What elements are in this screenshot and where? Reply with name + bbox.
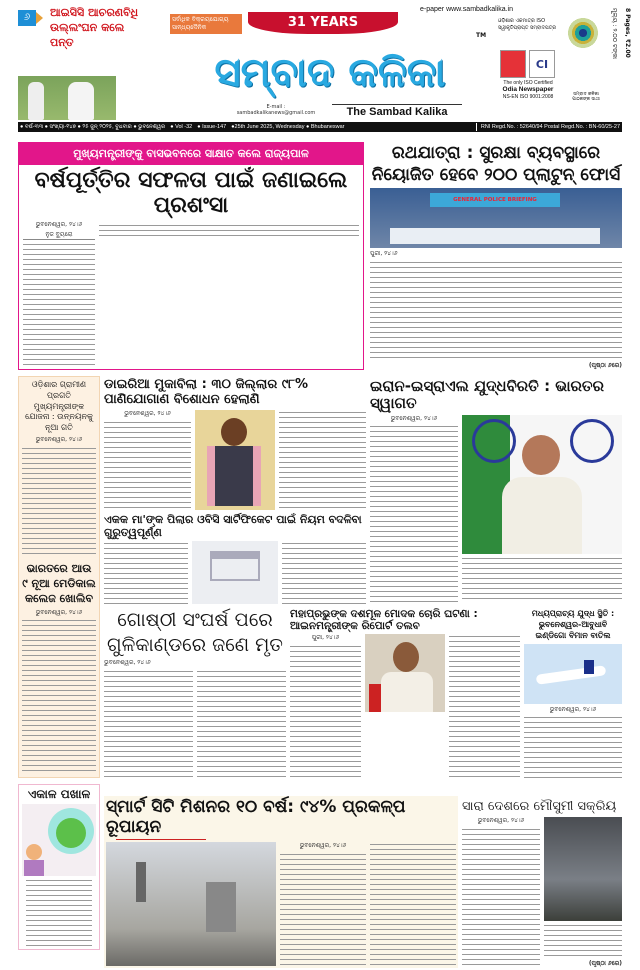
email-label: E-mail : xyxy=(266,104,286,110)
cartoon-box xyxy=(18,784,100,950)
anniversary-ribbon: 31 YEARS xyxy=(248,12,398,34)
arrow-icon xyxy=(36,12,43,24)
smartcity-body-col1 xyxy=(280,852,366,966)
lead-story[interactable] xyxy=(18,142,364,370)
trademark: TM xyxy=(476,32,487,39)
flight-story[interactable] xyxy=(524,608,622,780)
logo-english: The Sambad Kalika xyxy=(332,104,462,118)
lead-body-col1 xyxy=(23,242,95,365)
rath-continued: (ପୃଷ୍ଠା ୬ରେ) xyxy=(588,362,622,370)
peacock-caption: ସମ୍ବାଦ କଳିକା ପାଠକଙ୍କ ସାଥୀ xyxy=(572,92,600,103)
lead-kicker: ମୁଖ୍ୟମନ୍ତ୍ରୀଙ୍କୁ ବାସଭବନରେ ସାକ୍ଷାତ କଲେ ରାଜ୍ୟପାଳ xyxy=(19,143,363,165)
clash-headline[interactable]: ଗୋଷ୍ଠୀ ସଂଘର୍ଷ ପରେ ଗୁଳିକାଣ୍ଡରେ ଜଣେ ମୃତ xyxy=(107,609,283,656)
smartcity-dateline: ଭୁବନେଶ୍ୱର, ୨୪।୬ xyxy=(299,842,347,850)
monsoon-headline[interactable]: ସାରା ଦେଶରେ ମୌସୁମୀ ସକ୍ରିୟ xyxy=(462,799,617,814)
iran-body-bottom xyxy=(462,556,622,602)
lead-body-bottom xyxy=(99,223,359,237)
side2-headline[interactable]: ଭାରତରେ ଆଉ ୯ ନୂଆ ମେଡିକାଲ କଲେଜ ଖୋଲିବ xyxy=(22,561,96,605)
left-sidebar xyxy=(18,376,100,778)
divider xyxy=(116,839,206,840)
epaper-link[interactable]: e-paper www.sambadkalika.in xyxy=(420,6,513,13)
smartcity-headline[interactable]: ସ୍ମାର୍ଟ ସିଟି ମିଶନର ୧୦ ବର୍ଷ: ୯୪% ପ୍ରକଳ୍ପ ରୂପାୟନ xyxy=(106,797,406,837)
clash-dateline: ଭୁବନେଶ୍ୱର, ୨୪।୬ xyxy=(104,659,151,667)
diarrhoea-story[interactable] xyxy=(104,378,366,510)
diarrhoea-body-col3 xyxy=(279,410,366,510)
iran-dateline: ଭୁବନେଶ୍ୱର, ୨୪।୬ xyxy=(390,414,438,422)
diarrhoea-dateline: ଭୁବନେଶ୍ୱର, ୨୪।୬ xyxy=(124,409,171,417)
smartcity-photo-skyline[interactable] xyxy=(106,842,276,966)
iran-headline[interactable]: ଇରାନ-ଇସ୍ରାଏଲ ଯୁଦ୍ଧବିରତି : ଭାରତର ସ୍ୱାଗତ xyxy=(370,377,604,413)
teaser-text[interactable]: ଆଇସିସି ଆଚରଣବିଧି ଉଲ୍ଲଂଘନ କଲେ ପନ୍ତ xyxy=(50,6,139,49)
diarrhoea-body-col1 xyxy=(104,420,191,510)
cartoon-earth-virus[interactable] xyxy=(22,804,96,876)
teaser-page-badge[interactable]: ୬ xyxy=(18,10,36,26)
dateline-bar xyxy=(18,122,622,132)
clash-story[interactable] xyxy=(104,608,286,780)
modak-dateline: ପୁରୀ, ୨୪।୬ xyxy=(311,634,340,642)
flight-photo-indigo-plane[interactable] xyxy=(524,644,622,704)
iso-badge-ci: CI xyxy=(529,50,555,78)
lead-bureau: ନୁଜ ବ୍ୟୁରୋ xyxy=(23,231,95,240)
modak-body-col3 xyxy=(449,634,520,780)
lead-headline[interactable]: ବର୍ଷପୂର୍ତ୍ତିର ସଫଳତା ପାଇଁ ଜଣାଇଲେ ପ୍ରଶଂସା xyxy=(34,167,348,219)
volume: ● Vol -32 xyxy=(170,124,193,130)
odia-date: ● ବର୍ଷ-୩୩ ● ସଂଖ୍ୟା-୧୪୭ ● ୨୫ ଜୁନ୍ ୨୦୨୫, ବୁଧବାର ● ଭୁବନେଶ୍ୱର xyxy=(20,124,166,130)
monsoon-photo-clouds[interactable] xyxy=(544,817,622,921)
masthead-logo: ସମ୍ବାଦ କଳିକା xyxy=(214,50,446,96)
briefing-banner: GENERAL POLICE BRIEFING xyxy=(430,193,560,207)
monsoon-continued: (ପୃଷ୍ଠା ୬ରେ) xyxy=(588,960,622,968)
diarrhoea-photo-minister[interactable] xyxy=(195,410,275,510)
email-block xyxy=(226,104,326,116)
flight-headline[interactable]: ମଧ୍ୟପ୍ରାଚ୍ୟ ଯୁଦ୍ଧ ସ୍ଥିତି : ଭୁବନେଶ୍ୱର-ଆବୁଧାବି ଇଣ୍ଡିଗୋ ବିମାନ ବାତିଲ xyxy=(531,609,615,641)
iso-text xyxy=(494,80,562,101)
price: ମୂଲ୍ୟ : ୨.୦୦ ଟଙ୍କା xyxy=(611,8,618,59)
obc-photo-supreme-court[interactable] xyxy=(192,541,278,604)
iran-story[interactable] xyxy=(370,378,622,602)
smartcity-body-col2 xyxy=(370,842,456,966)
cartoon-verse xyxy=(26,878,92,946)
lead-dateline: ଭୁବନେଶ୍ୱର, ୨୪।୬ xyxy=(35,221,83,229)
date: ●25th June 2025, Wednesday ● Bhubaneswar xyxy=(231,124,345,130)
side1-headline[interactable]: ଓଡ଼ିଶାର ଗ୍ରାମୀଣ ପ୍ରଗତି ମୁଖ୍ୟମନ୍ତ୍ରୀଙ୍କ ଯୋଜନା : ଉନ୍ନୟନକୁ ନୂଆ ଗତି xyxy=(25,380,93,433)
flight-body xyxy=(524,715,622,780)
rath-dateline: ପୁରୀ, ୨୪।୬ xyxy=(370,250,398,258)
side1-dateline: ଭୁବନେଶ୍ୱର, ୨୪।୬ xyxy=(35,435,83,443)
monsoon-story[interactable] xyxy=(462,800,622,968)
teaser-photo-cricket[interactable] xyxy=(18,76,116,120)
obc-headline[interactable]: ଏକକ ମା'ଙ୍କ ପିଲାର ଓବିସି ସାର୍ଟିଫିକେଟ ପାଇଁ ନିୟମ ବଦଳିବା ଗୁରୁତ୍ୱପୂର୍ଣ୍ଣ xyxy=(104,513,362,539)
modak-headline[interactable]: ମହାପ୍ରଭୁଙ୍କ ଦଶମୂଳ ମୋଦକ ଚୋରି ଘଟଣା : ଆଇନମନ୍ତ୍ରୀଙ୍କ ରିପୋର୍ଟ ତଲବ xyxy=(290,608,478,633)
pages-count: 8 Pages, ₹2.00 xyxy=(624,8,631,58)
iran-photo-mea-spokesperson[interactable] xyxy=(462,415,622,554)
tagline: ସର୍ବାଧିକ ବିକ୍ରୟଯୋଗ୍ୟ ସାନ୍ଧ୍ୟଦୈନିକ xyxy=(170,14,242,34)
rath-photo-police-briefing[interactable] xyxy=(370,188,622,248)
flight-dateline: ଭୁବନେଶ୍ୱର, ୨୪।୬ xyxy=(549,705,597,713)
iso-line2: Odia Newspaper xyxy=(502,86,554,94)
diarrhoea-headline[interactable]: ଡାଇରିଆ ମୁକାବିଲା : ୩୦ ଜିଲ୍ଲାର ୯୮% ପାଣିଯୋଗାଣ ବିଶୋଧନ ହେଲାଣି xyxy=(104,377,308,407)
side2-dateline: ଭୁବନେଶ୍ୱର, ୨୪।୬ xyxy=(35,608,83,616)
clash-body-col1 xyxy=(104,669,193,780)
iso-line3: NS-EN ISO 9001:2008 xyxy=(502,94,554,101)
rni-number: RNI Regd.No. : 52640/94 Postal Regd.No. : BN-60/25-27 xyxy=(476,123,620,131)
iso-odia: ଓଡ଼ିଶାର ଏକମାତ୍ର ISO ସ୍ୱୀକୃତିପ୍ରାପ୍ତ ସମ୍ବାଦପତ୍ର xyxy=(498,18,557,31)
modak-story[interactable] xyxy=(290,608,520,780)
clash-body-col2 xyxy=(197,669,286,780)
issue-number: ● Issue-147 xyxy=(197,124,227,130)
iso-line1: The only ISO Certified xyxy=(503,80,553,86)
side2-body xyxy=(22,618,96,774)
iso-badge-red xyxy=(500,50,526,78)
smartcity-section[interactable] xyxy=(104,796,458,968)
modak-body-col1 xyxy=(290,644,361,780)
monsoon-body-bottom xyxy=(544,923,622,958)
email-address[interactable]: sambadkalikanews@gmail.com xyxy=(236,110,316,116)
obc-story[interactable] xyxy=(104,514,366,604)
rath-body xyxy=(370,260,622,360)
side1-body xyxy=(22,446,96,557)
obc-body-col3 xyxy=(282,541,366,604)
iran-body xyxy=(370,424,458,602)
modak-photo-law-minister[interactable] xyxy=(365,634,445,712)
monsoon-dateline: ଭୁବନେଶ୍ୱର, ୨୪।୬ xyxy=(477,816,525,824)
peacock-feather-icon xyxy=(568,14,598,90)
monsoon-body xyxy=(462,827,540,968)
rath-headline[interactable]: ରଥଯାତ୍ରା : ସୁରକ୍ଷା ବ୍ୟବସ୍ଥାରେ ନିୟୋଜିତ ହେବେ ୨୦୦ ପ୍ଲାଟୁନ୍ ଫୋର୍ସ xyxy=(371,143,621,186)
cartoon-title: ଏକାଳ ପଖାଳ xyxy=(27,787,91,801)
obc-body-col1 xyxy=(104,541,188,604)
rath-story[interactable] xyxy=(370,142,622,370)
